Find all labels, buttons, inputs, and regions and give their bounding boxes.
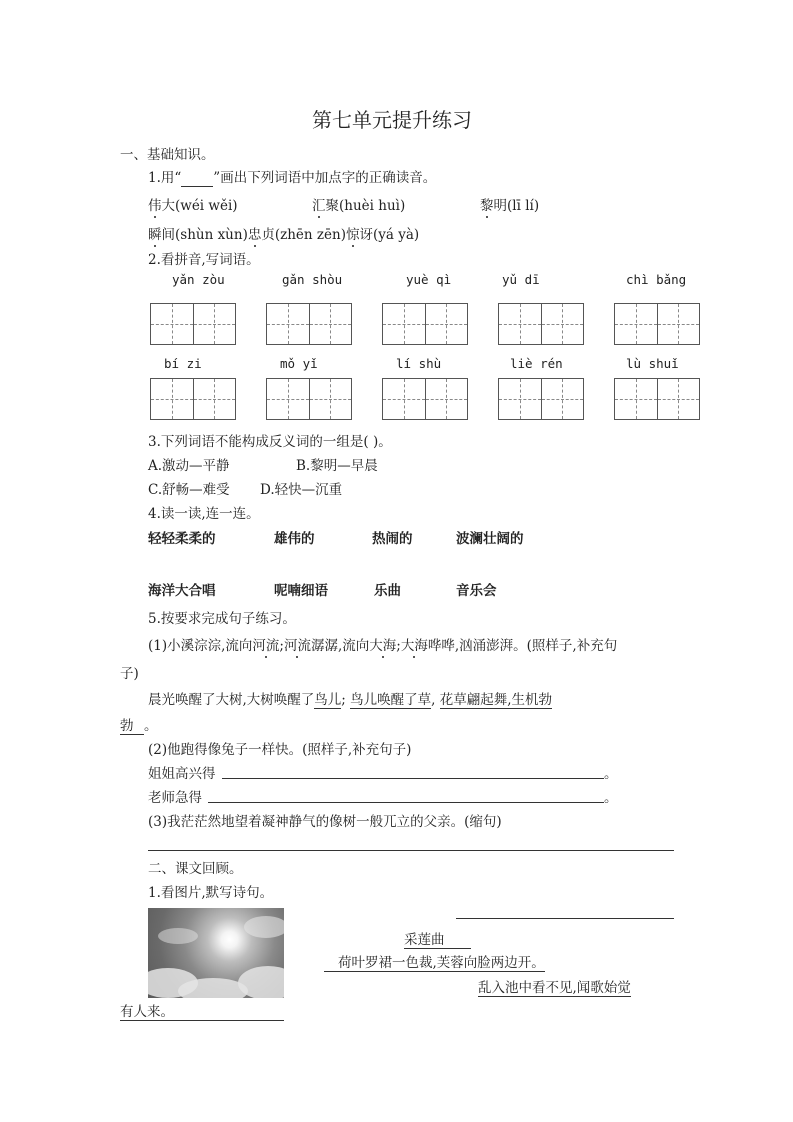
poem-line2: 乱入池中看不见,闻歌始觉: [478, 976, 631, 997]
writing-grid[interactable]: [150, 303, 236, 345]
writing-grid[interactable]: [266, 378, 352, 420]
q5-sentence3: (3)我茫茫然地望着凝神静气的像树一般兀立的父亲。(缩句): [148, 814, 502, 830]
writing-grid[interactable]: [498, 303, 584, 345]
q5-sentence1: (1)小溪淙淙,流向河流;河流潺潺,流向大海;大海哗哗,汹涌澎湃。(照样子,补充句: [148, 638, 618, 654]
q1-prompt: 1.用“ ”画出下列词语中加点字的正确读音。: [148, 170, 437, 186]
answer-line[interactable]: [222, 778, 604, 779]
pinyin: mǒ yǐ: [280, 356, 318, 371]
end-mark: 。: [604, 790, 618, 806]
match-item-top[interactable]: 轻轻柔柔的: [148, 531, 216, 547]
s2-q1-prompt: 1.看图片,默写诗句。: [148, 885, 274, 901]
pinyin: gǎn shòu: [282, 272, 343, 287]
q3-option-d[interactable]: D.轻快—沉重: [260, 482, 343, 498]
q5-s2a-label: 姐姐高兴得: [148, 766, 216, 782]
end-mark: 。: [604, 766, 618, 782]
q3-option-c[interactable]: C.舒畅—难受: [148, 482, 230, 498]
poem-line2-tail: 有人来。: [120, 1000, 284, 1021]
pinyin: bí zi: [164, 356, 202, 371]
pinyin: yǔ dī: [502, 272, 540, 287]
q5-prompt: 5.按要求完成句子练习。: [148, 611, 296, 627]
q1-word-row1-b: 汇聚(huèi huì): [312, 198, 406, 214]
pinyin: lù shuǐ: [626, 356, 679, 371]
match-item-top[interactable]: 波澜壮阔的: [456, 531, 524, 547]
match-item-bottom[interactable]: 乐曲: [374, 583, 401, 599]
writing-grid[interactable]: [614, 303, 700, 345]
q5-answer-line: 晨光唤醒了大树,大树唤醒了鸟儿; 鸟儿唤醒了草, 花草翩起舞,生机勃: [148, 688, 552, 709]
writing-grid[interactable]: [382, 378, 468, 420]
section2-heading: 二、课文回顾。: [148, 861, 243, 877]
q3-option-b[interactable]: B.黎明—早晨: [296, 458, 378, 474]
q2-prompt: 2.看拼音,写词语。: [148, 252, 260, 268]
answer-blank[interactable]: 鸟儿唤醒了草: [350, 688, 431, 709]
answer-line[interactable]: [208, 802, 604, 803]
page-title: 第七单元提升练习: [312, 108, 472, 132]
answer-blank[interactable]: 花草翩起舞,生机勃: [440, 688, 552, 709]
writing-grid[interactable]: [150, 378, 236, 420]
writing-grid[interactable]: [498, 378, 584, 420]
match-item-bottom[interactable]: 呢喃细语: [274, 583, 328, 599]
poem-title: 采莲曲: [404, 928, 471, 949]
pinyin: lí shù: [396, 356, 442, 371]
q1-word-row1-c: 黎明(lī lí): [480, 198, 540, 214]
q5-s2b-label: 老师急得: [148, 790, 202, 806]
pinyin: yuè qì: [406, 272, 452, 287]
q5-sentence2: (2)他跑得像兔子一样快。(照样子,补充句子): [148, 742, 412, 758]
q3-prompt: 3.下列词语不能构成反义词的一组是( )。: [148, 434, 392, 450]
pinyin: yǎn zòu: [172, 272, 225, 287]
poem-line1: 荷叶罗裙一色裁,芙蓉向脸两边开。: [324, 951, 545, 972]
q4-prompt: 4.读一读,连一连。: [148, 506, 260, 522]
writing-grid[interactable]: [614, 378, 700, 420]
q3-option-a[interactable]: A.激动—平静: [148, 458, 230, 474]
match-item-bottom[interactable]: 海洋大合唱: [148, 583, 216, 599]
q1-word-row1: 伟大(wéi wěi): [148, 198, 238, 214]
q5-answer-line-tail: 勃 。: [120, 714, 158, 735]
section1-heading: 一、基础知识。: [120, 147, 215, 163]
answer-line[interactable]: [148, 850, 674, 851]
q5-sentence1-tail: 子): [120, 666, 139, 682]
match-item-top[interactable]: 热闹的: [372, 531, 413, 547]
pinyin: liè rén: [510, 356, 563, 371]
writing-grid[interactable]: [382, 303, 468, 345]
sky-photo: [148, 908, 284, 998]
answer-blank[interactable]: 鸟儿: [314, 688, 341, 709]
match-item-top[interactable]: 雄伟的: [274, 531, 315, 547]
q1-word-row2: 瞬间(shùn xùn)忠贞(zhēn zēn)惊讶(yá yà): [148, 227, 420, 243]
match-item-bottom[interactable]: 音乐会: [456, 583, 497, 599]
pinyin: chì bǎng: [626, 272, 687, 287]
writing-grid[interactable]: [266, 303, 352, 345]
answer-line[interactable]: [456, 918, 674, 919]
